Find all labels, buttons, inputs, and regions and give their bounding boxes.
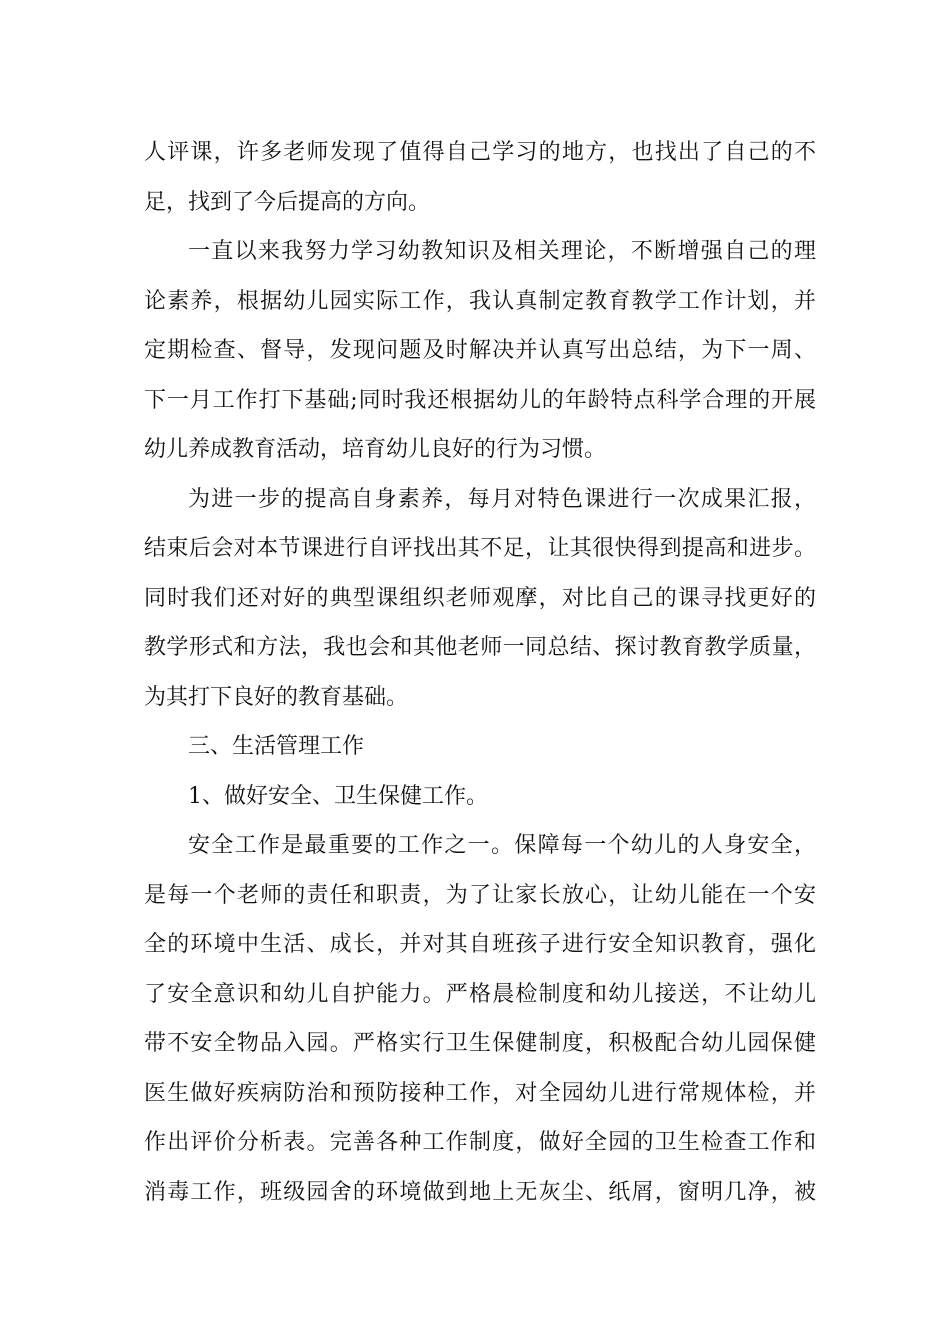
text-line: 带不安全物品入园。严格实行卫生保健制度，积极配合幼儿园保健: [144, 1031, 816, 1056]
text-line: 人评课，许多老师发现了值得自己学习的地方，也找出了自己的不: [144, 140, 816, 165]
document-body-text: [144, 128, 816, 1217]
text-line: 同时我们还对好的典型课组织老师观摩，对比自己的课寻找更好的: [144, 585, 816, 611]
text-line: 足，找到了今后提高的方向。: [144, 189, 431, 215]
text-line: 全的环境中生活、成长，并对其自班孩子进行安全知识教育，强化: [144, 932, 816, 957]
text-line: 为其打下良好的教育基础。: [144, 684, 409, 710]
text-line: 下一月工作打下基础;同时我还根据幼儿的年龄特点科学合理的开展: [144, 387, 816, 413]
text-line: 论素养，根据幼儿园实际工作，我认真制定教育教学工作计划，并: [144, 288, 816, 314]
text-line: 是每一个老师的责任和职责，为了让家长放心，让幼儿能在一个安: [144, 882, 816, 908]
text-line: 1、做好安全、卫生保健工作。: [188, 783, 488, 809]
text-line: 作出评价分析表。完善各种工作制度，做好全园的卫生检查工作和: [144, 1130, 816, 1155]
text-line: 三、生活管理工作: [188, 734, 365, 759]
text-line: 幼儿养成教育活动，培育幼儿良好的行为习惯。: [144, 437, 607, 462]
text-line: 教学形式和方法，我也会和其他老师一同总结、探讨教育教学质量，: [144, 635, 816, 660]
text-line: 结束后会对本节课进行自评找出其不足，让其很快得到提高和进步。: [144, 536, 816, 561]
text-line: 医生做好疾病防治和预防接种工作，对全园幼儿进行常规体检，并: [144, 1080, 816, 1106]
text-line: 了安全意识和幼儿自护能力。严格晨检制度和幼儿接送，不让幼儿: [144, 981, 816, 1007]
text-line: 定期检查、督导，发现问题及时解决并认真写出总结，为下一周、: [144, 338, 816, 363]
text-line: 一直以来我努力学习幼教知识及相关理论，不断增强自己的理: [188, 239, 816, 264]
text-line: 消毒工作，班级园舍的环境做到地上无灰尘、纸屑，窗明几净，被: [144, 1179, 816, 1205]
text-line: 为进一步的提高自身素养，每月对特色课进行一次成果汇报，: [188, 486, 816, 512]
text-line: 安全工作是最重要的工作之一。保障每一个幼儿的人身安全，: [188, 833, 816, 858]
